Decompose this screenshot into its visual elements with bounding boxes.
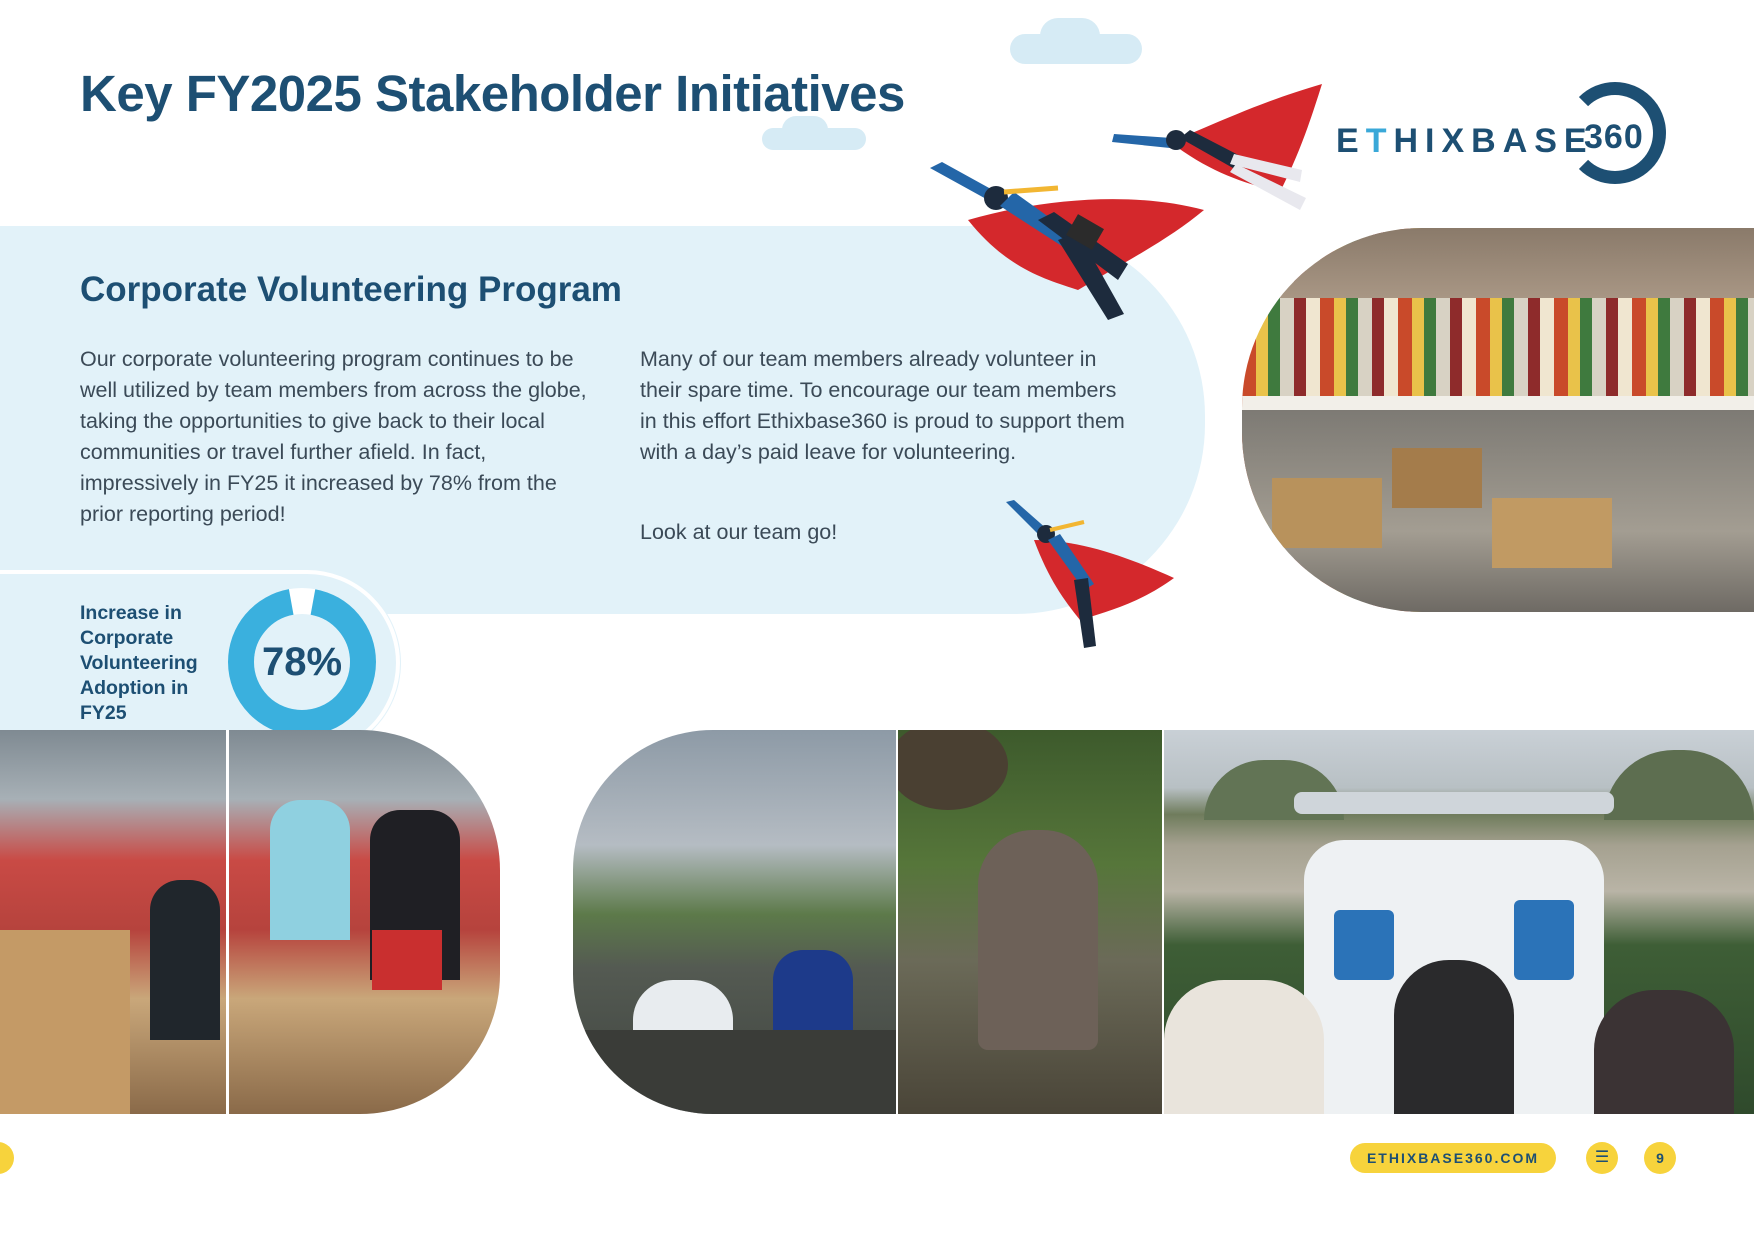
food-pantry-photo	[1242, 228, 1754, 612]
ethixbase360-logo	[1336, 82, 1670, 192]
section-heading: Corporate Volunteering Program	[80, 270, 622, 309]
boat-seat	[1514, 900, 1574, 980]
page-title: Key FY2025 Stakeholder Initiatives	[80, 65, 905, 122]
boat-canopy	[1294, 792, 1614, 814]
page-number: 9	[1644, 1142, 1676, 1174]
logo-letter-t: T	[1365, 122, 1394, 160]
mountains	[1604, 750, 1754, 820]
forest-fieldwork-photo	[898, 730, 1162, 1114]
cardboard-boxes	[0, 930, 130, 1114]
stat-value: 78%	[261, 640, 343, 684]
photo-divider	[226, 730, 229, 1114]
menu-icon[interactable]: ☰	[1586, 1142, 1618, 1174]
boat-seat	[1334, 910, 1394, 980]
cardboard-box	[1272, 478, 1382, 548]
cardboard-box	[1392, 448, 1482, 508]
beach-cleanup-photo	[573, 730, 896, 1114]
pantry-shelf	[1242, 396, 1754, 410]
volunteer-hat	[898, 730, 1008, 810]
page-edge-dot	[0, 1142, 14, 1174]
pantry-wall	[1242, 228, 1754, 298]
cloud-decoration-top-puff	[1040, 18, 1100, 54]
passenger-figure	[1394, 960, 1514, 1114]
logo-letter-e: E	[1336, 122, 1366, 160]
passenger-figure	[1164, 980, 1324, 1114]
passenger-figure	[1594, 990, 1734, 1114]
gift-shoebox	[372, 930, 442, 990]
flying-hero-illustration-small	[1004, 500, 1176, 650]
stat-label: Increase in Corporate Volunteering Adoption in FY25	[80, 602, 198, 724]
warehouse-volunteering-photo	[0, 730, 500, 1114]
flying-hero-illustration-top	[1110, 82, 1326, 212]
website-link[interactable]: ETHIXBASE360.COM	[1350, 1143, 1556, 1173]
paragraph-right: Many of our team members already volunteer in their spare time. To encourage our team members in this effort Ethixbase360 is proud to support them with a day’s paid leave for volunteering.	[640, 347, 1125, 464]
logo-wordmark	[1336, 122, 1594, 161]
boat-trip-photo	[1164, 730, 1754, 1114]
paragraph-left: Our corporate volunteering program continues to be well utilized by team members from across the globe, taking the opportunities to give back to their local communities or travel further afield. In fact, impressively in FY25 it increased by 78% from the prior reporting period!	[80, 347, 587, 526]
logo-suffix: 360	[1584, 118, 1644, 156]
volunteer-figure	[150, 880, 220, 1040]
rocks	[573, 1030, 896, 1114]
logo-letters-rest: HIXBASE	[1393, 122, 1594, 160]
call-to-action-text: Look at our team go!	[640, 520, 838, 544]
volunteer-figure	[978, 830, 1098, 1050]
cardboard-box	[1492, 498, 1612, 568]
volunteer-figure	[270, 800, 350, 940]
